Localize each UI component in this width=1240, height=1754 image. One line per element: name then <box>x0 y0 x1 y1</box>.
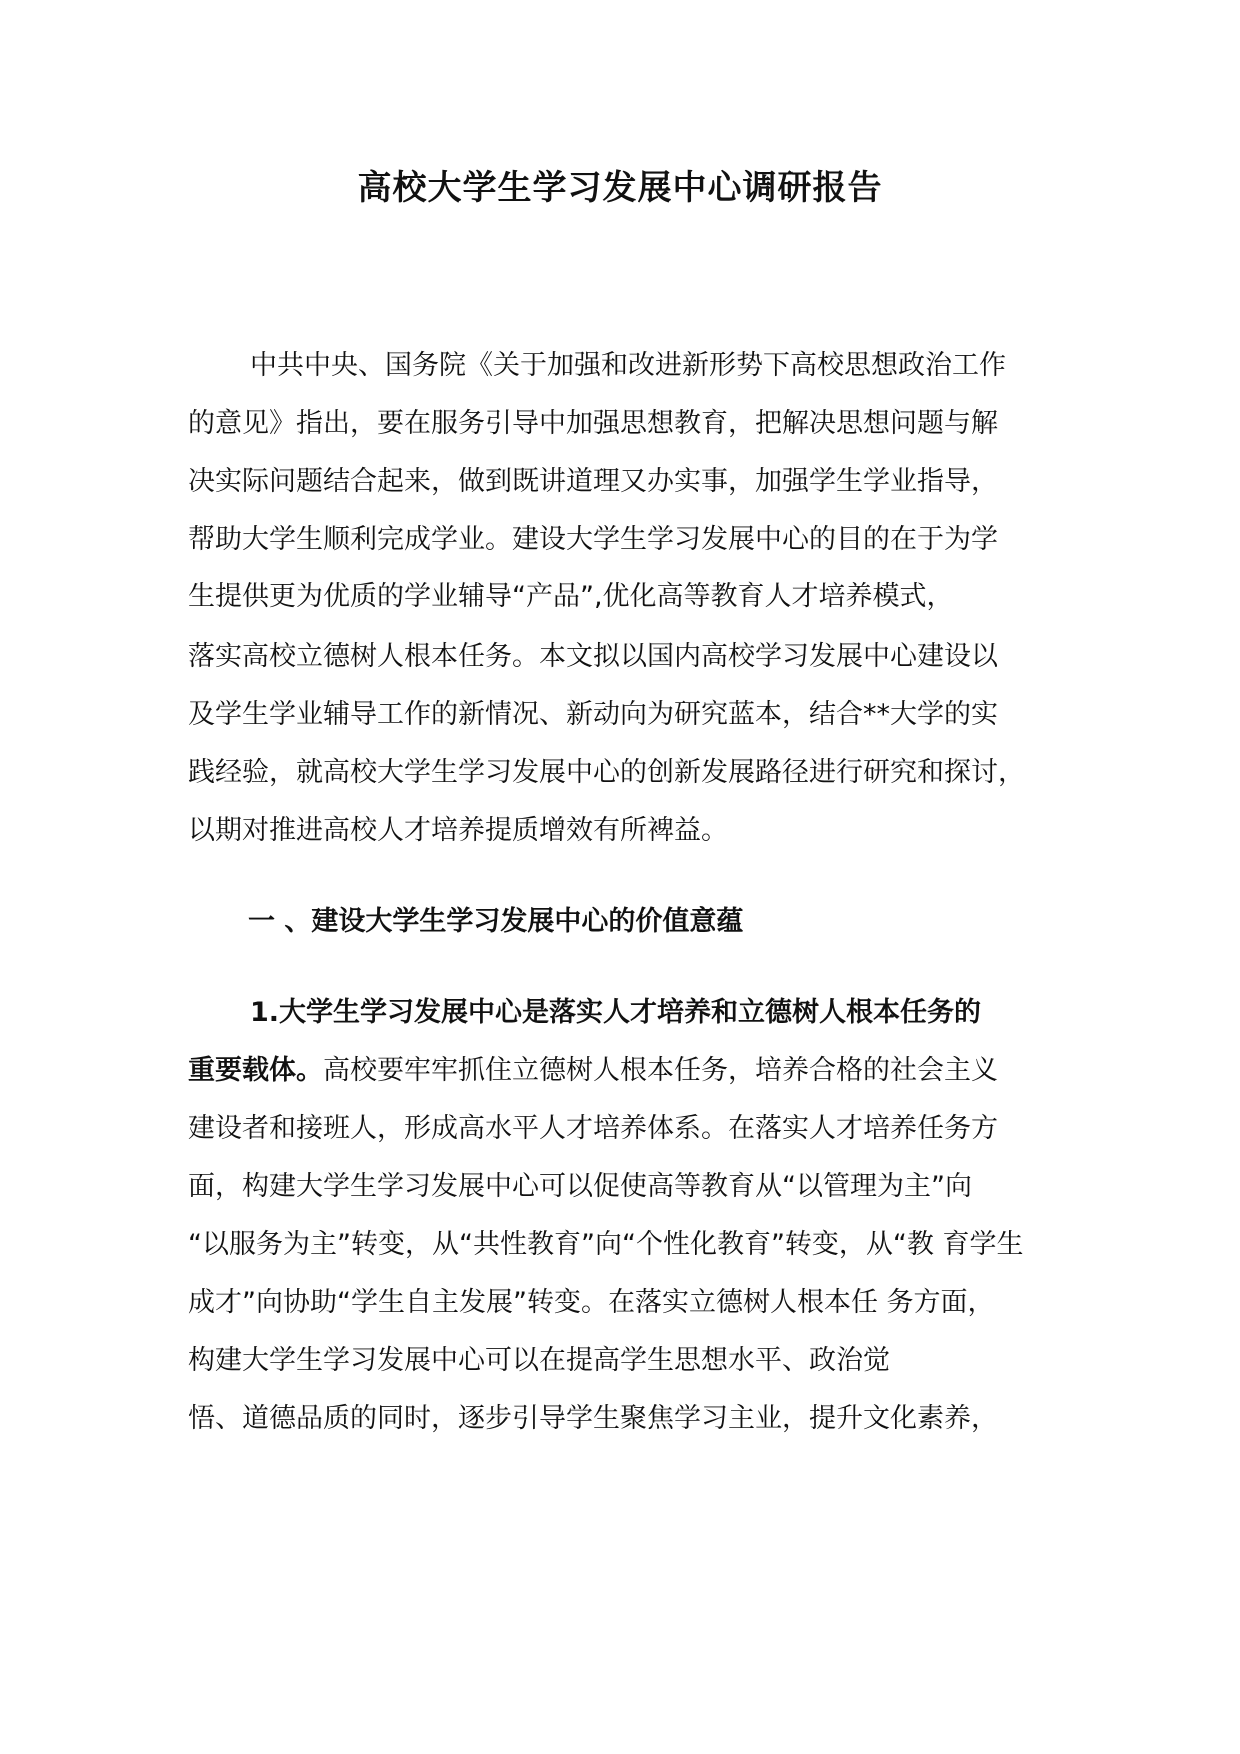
document-title: 高校大学生学习发展中心调研报告 <box>357 168 883 208</box>
point-line <box>188 1053 998 1089</box>
point-line: 构建大学生学习发展中心可以在提高学生思想水平、政治觉 <box>188 1345 890 1376</box>
intro-line: 中共中央、国务院《关于加强和改进新形势下高校思想政治工作 <box>250 350 1006 381</box>
point-line: “以服务为主”转变，从“共性教育”向“个性化教育”转变，从“教 育学生 <box>188 1229 1024 1260</box>
intro-line: 生提供更为优质的学业辅导“产品”,优化高等教育人才培养模式， <box>188 581 954 612</box>
point-line: 成才”向协助“学生自主发展”转变。在落实立德树人根本任 务方面， <box>188 1287 995 1318</box>
intro-line: 落实高校立德树人根本任务。本文拟以国内高校学习发展中心建设以 <box>188 641 998 672</box>
point-line: 悟、道德品质的同时，逐步引导学生聚焦学习主业，提升文化素养， <box>188 1403 998 1434</box>
point-heading: 1.大学生学习发展中心是落实人才培养和立德树人根本任务的 <box>250 997 982 1028</box>
intro-line: 帮助大学生顺利完成学业。建设大学生学习发展中心的目的在于为学 <box>188 524 998 555</box>
intro-line: 决实际问题结合起来，做到既讲道理又办实事，加强学生学业指导， <box>188 466 998 497</box>
point-line-text: 高校要牢牢抓住立德树人根本任务，培养合格的社会主义 <box>323 1055 998 1086</box>
intro-line: 以期对推进高校人才培养提质增效有所裨益。 <box>188 815 728 846</box>
point-heading-lead: 重要载体。 <box>188 1055 323 1086</box>
intro-line: 的意见》指出，要在服务引导中加强思想教育，把解决思想问题与解 <box>188 408 998 439</box>
point-line: 建设者和接班人，形成高水平人才培养体系。在落实人才培养任务方 <box>188 1113 998 1144</box>
point-line: 面，构建大学生学习发展中心可以促使高等教育从“以管理为主”向 <box>188 1171 972 1202</box>
section-heading: 一 、建设大学生学习发展中心的价值意蕴 <box>248 906 744 937</box>
intro-line: 及学生学业辅导工作的新情况、新动向为研究蓝本，结合**大学的实 <box>188 699 998 730</box>
intro-line: 践经验，就高校大学生学习发展中心的创新发展路径进行研究和探讨， <box>188 757 1025 788</box>
